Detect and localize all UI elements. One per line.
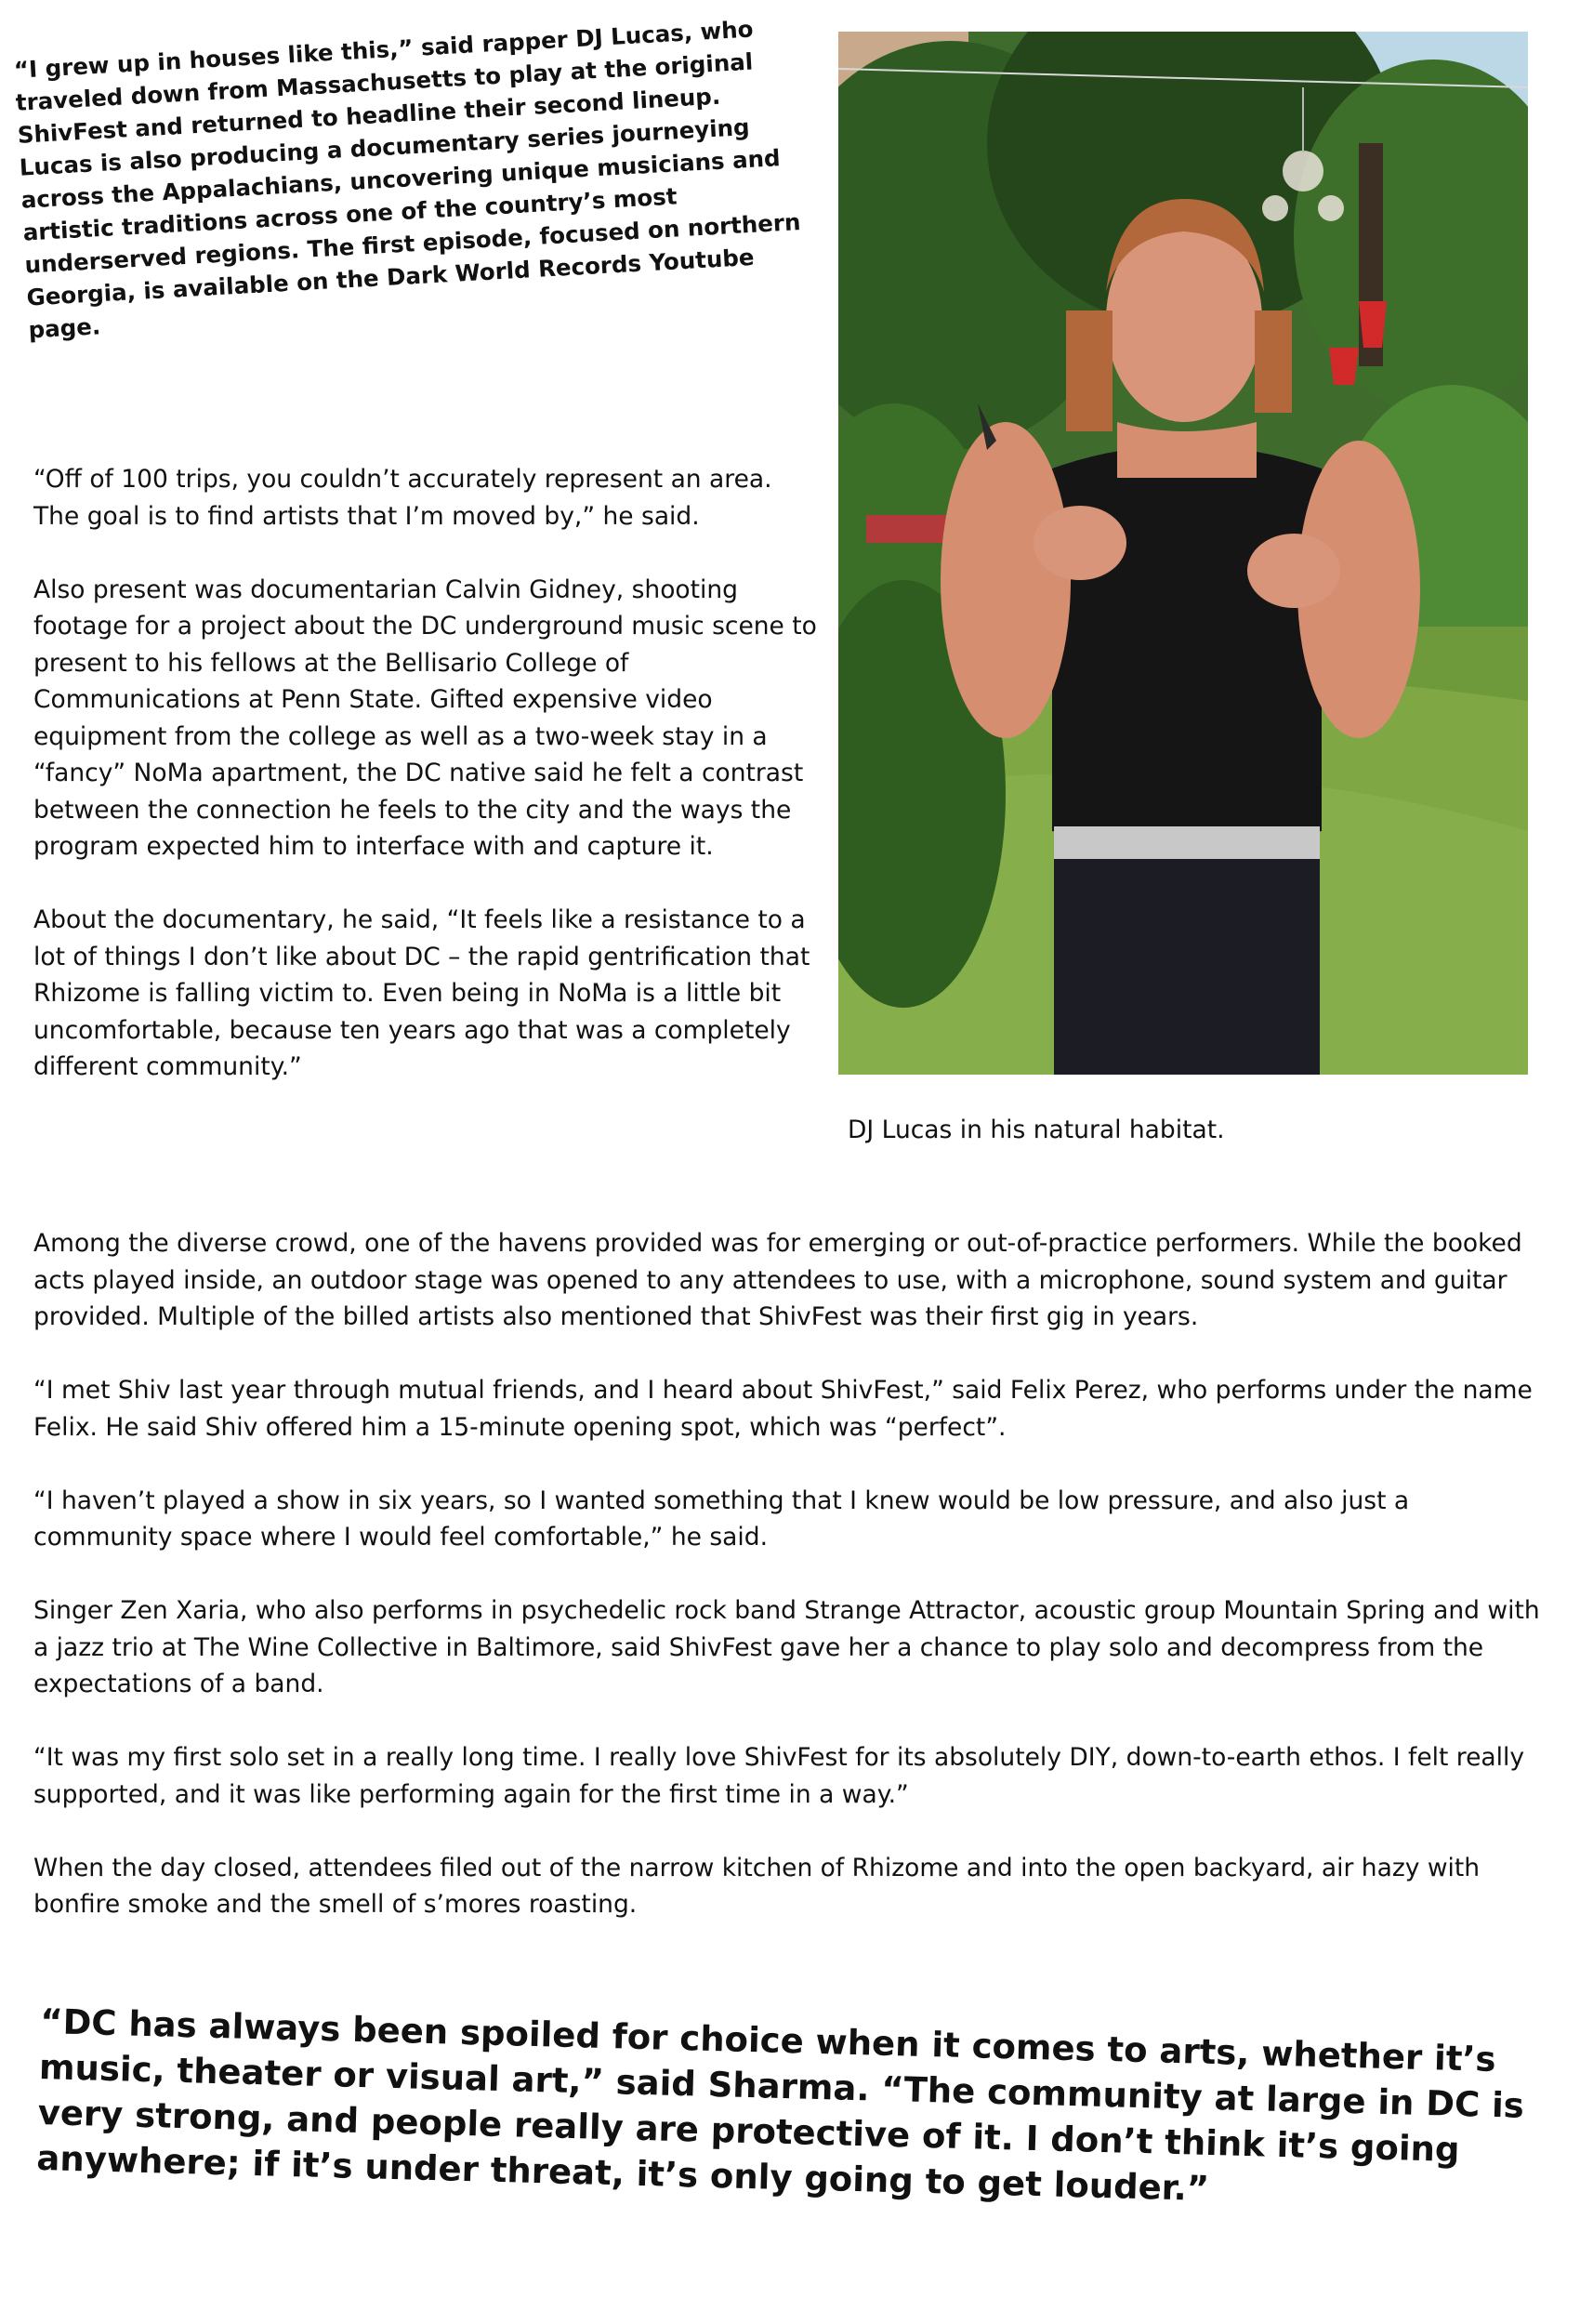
full-width-body — [33, 1225, 1548, 1960]
intro-paragraph: “I grew up in houses like this,” said rapper DJ Lucas, who traveled down from Massachusetts to play at the original ShivFest and returned to headline their second lineup. Lucas is also producing a documentary series journeying across the Appalachians, uncovering unique musicians and artistic traditions across one of the country’s most underserved regions. The first episode, focused on northern Georgia, is available on the Dark World Records Youtube page. — [13, 15, 802, 344]
left-column — [33, 461, 823, 1122]
pull-quote — [36, 1999, 1565, 2221]
paragraph: “It was my first solo set in a really long time. I really love ShivFest for its absolutely DIY, down-to-earth ethos. I felt really supported, and it was like performing again for the first time in a way.” — [33, 1743, 1525, 1809]
dj-lucas-photo — [838, 32, 1528, 1075]
photo-caption: DJ Lucas in his natural habitat. — [848, 1116, 1225, 1144]
paragraph: “I met Shiv last year through mutual friends, and I heard about ShivFest,” said Felix Perez, who performs under the name Felix. He said Shiv offered him a 15-minute opening spot, which was “perfect”. — [33, 1376, 1533, 1442]
pull-quote-text: “DC has always been spoiled for choice when it comes to arts, whether it’s music, theater or visual art,” said Sharma. “The community at large in DC is very strong, and people really are protective of it. I don’t think it’s going anywhere; if it’s under threat, it’s only going to get louder.” — [35, 2000, 1525, 2209]
paragraph: Also present was documentarian Calvin Gidney, shooting footage for a project about the DC underground music scene to present to his fellows at the Bellisario College of Communications at Penn State. Gifted expensive video equipment from the college as well as a two-week stay in a “fancy” NoMa apartment, the DC native said he felt a contrast between the connection he feels to the city and the ways the program expected him to interface with and capture it. — [33, 574, 817, 861]
photo-illustration — [838, 32, 1528, 1075]
paragraph: “Off of 100 trips, you couldn’t accurately represent an area. The goal is to find artists that I’m moved by,” he said. — [33, 465, 772, 531]
paragraph: Among the diverse crowd, one of the havens provided was for emerging or out-of-practice performers. While the booked acts played inside, an outdoor stage was opened to any attendees to use, with a microphone, sound system and guitar provided. Multiple of the billed artists also mentioned that ShivFest was their first gig in years. — [33, 1229, 1522, 1331]
intro-paragraph-block — [13, 10, 809, 346]
paragraph: About the documentary, he said, “It feels like a resistance to a lot of things I don’t like about DC – the rapid gentrification that Rhizome is falling victim to. Even being in NoMa is a little bit uncomfortable, because ten years ago that was a completely different community.” — [33, 905, 810, 1081]
paragraph: Singer Zen Xaria, who also performs in psychedelic rock band Strange Attractor, acoustic group Mountain Spring and with a jazz trio at The Wine Collective in Baltimore, said ShivFest gave her a chance to play solo and decompress from the expectations of a band. — [33, 1596, 1540, 1698]
paragraph: When the day closed, attendees filed out of the narrow kitchen of Rhizome and into the open backyard, air hazy with bonfire smoke and the smell of s’mores roasting. — [33, 1853, 1481, 1919]
paragraph: “I haven’t played a show in six years, so I wanted something that I knew would be low pressure, and also just a community space where I would feel comfortable,” he said. — [33, 1486, 1410, 1552]
